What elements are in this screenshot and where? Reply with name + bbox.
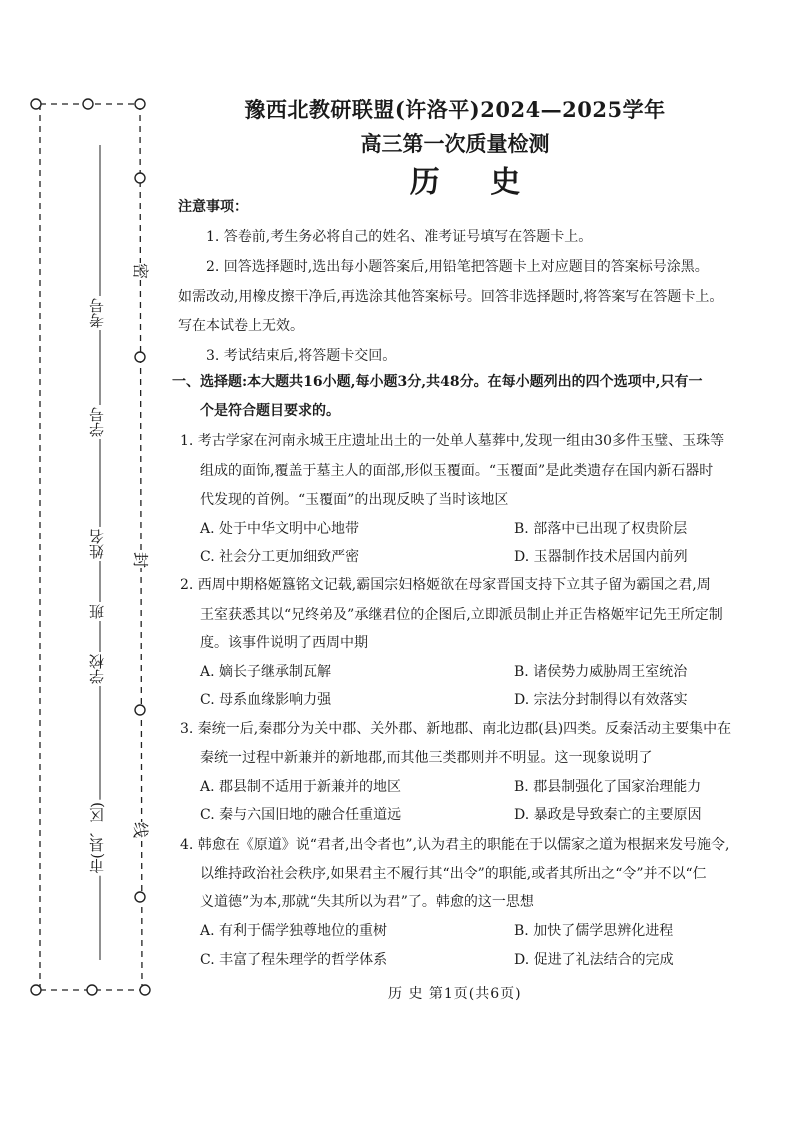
seal-mark-mi: 密 xyxy=(131,262,151,280)
question-3-line-2: 秦统一过程中新兼并的新地郡,而其他三类郡则并不明显。这一现象说明了 xyxy=(200,750,653,766)
question-1-line-3: 代发现的首例。“玉覆面”的出现反映了当时该地区 xyxy=(200,492,509,508)
exam-title-line1: 豫西北教研联盟(许洛平)2024—2025学年 xyxy=(244,97,666,122)
question-2-option-a: A. 嫡长子继承制瓦解 xyxy=(200,664,332,680)
seal-mark-feng: 封 xyxy=(131,551,151,569)
question-1-option-b: B. 部落中已出现了权贵阶层 xyxy=(514,521,688,537)
question-4-option-b: B. 加快了儒学思辨化进程 xyxy=(514,923,674,939)
question-3-line-1: 3. 秦统一后,秦郡分为关中郡、关外郡、新地郡、南北边郡(县)四类。反秦活动主要集中在 xyxy=(180,721,732,737)
page-footer: 历 史 第1页(共6页) xyxy=(388,986,522,1002)
question-2-option-c: C. 母系血缘影响力强 xyxy=(200,692,332,708)
question-2-line-2: 王室获悉其以“兄终弟及”承继君位的企图后,立即派员制止并正告格姬牢记先王所定制 xyxy=(200,607,723,623)
question-1-line-2: 组成的面饰,覆盖于墓主人的面部,形似玉覆面。“玉覆面”是此类遗存在国内新石器时 xyxy=(200,463,714,479)
notice-item-2a: 2. 回答选择题时,选出每小题答案后,用铅笔把答题卡上对应题目的答案标号涂黑。 xyxy=(206,259,709,275)
notice-item-2c: 写在本试卷上无效。 xyxy=(178,318,304,334)
notice-item-3: 3. 考试结束后,将答题卡交回。 xyxy=(206,348,397,364)
question-2-line-3: 度。该事件说明了西周中期 xyxy=(200,635,368,651)
margin-field-xingming: 姓名 xyxy=(88,529,106,559)
question-1-option-c: C. 社会分工更加细致严密 xyxy=(200,549,360,565)
question-2-option-d: D. 宗法分封制得以有效落实 xyxy=(514,692,688,708)
margin-field-shixian: 市(县、区) xyxy=(88,802,106,874)
seal-mark-xian: 线 xyxy=(131,821,151,839)
question-4-option-c: C. 丰富了程朱理学的哲学体系 xyxy=(200,952,388,968)
question-2-line-1: 2. 西周中期格姬簋铭文记载,霸国宗妇格姬欲在母家晋国支持下立其子留为霸国之君,周 xyxy=(180,577,711,593)
question-1-option-d: D. 玉器制作技术居国内前列 xyxy=(514,549,688,565)
notice-item-2b: 如需改动,用橡皮擦干净后,再选涂其他答案标号。回答非选择题时,将答案写在答题卡上。 xyxy=(178,289,724,305)
question-1-option-a: A. 处于中华文明中心地带 xyxy=(200,521,360,537)
question-3-option-a: A. 郡县制不适用于新兼并的地区 xyxy=(200,779,402,795)
question-1-line-1: 1. 考古学家在河南永城王庄遗址出土的一处单人墓葬中,发现一组由30多件玉璧、玉珠等 xyxy=(180,433,725,449)
margin-field-ban: 班 xyxy=(88,604,106,619)
question-3-option-c: C. 秦与六国旧地的融合任重道远 xyxy=(200,807,402,823)
margin-field-xuexiao: 学校 xyxy=(88,654,106,684)
question-4-line-2: 以维持政治社会秩序,如果君主不履行其“出令”的职能,或者其所出之“令”并不以“仁 xyxy=(200,866,707,882)
margin-field-xuehao: 学号 xyxy=(88,407,106,437)
margin-field-kaohao: 考号 xyxy=(88,298,106,328)
question-3-option-d: D. 暴政是导致秦亡的主要原因 xyxy=(514,807,702,823)
question-3-option-b: B. 郡县制强化了国家治理能力 xyxy=(514,779,702,795)
notice-item-1: 1. 答卷前,考生务必将自己的姓名、准考证号填写在答题卡上。 xyxy=(206,229,593,245)
question-4-line-3: 义道德”为本,那就“失其所以为君”了。韩愈的这一思想 xyxy=(200,894,534,910)
question-4-option-a: A. 有利于儒学独尊地位的重树 xyxy=(200,923,388,939)
exam-title-line2: 高三第一次质量检测 xyxy=(360,131,550,156)
question-4-option-d: D. 促进了礼法结合的完成 xyxy=(514,952,674,968)
question-2-option-b: B. 诸侯势力威胁周王室统治 xyxy=(514,664,688,680)
section-heading-line2: 个是符合题目要求的。 xyxy=(200,403,340,419)
notice-heading: 注意事项： xyxy=(178,199,248,215)
section-heading-line1: 一、选择题:本大题共16小题,每小题3分,共48分。在每小题列出的四个选项中,只有一 xyxy=(172,374,703,390)
question-4-line-1: 4. 韩愈在《原道》说“君者,出令者也”,认为君主的职能在于以儒家之道为根据来发号施令, xyxy=(180,837,730,853)
subject-title: 历 史 xyxy=(409,165,541,200)
